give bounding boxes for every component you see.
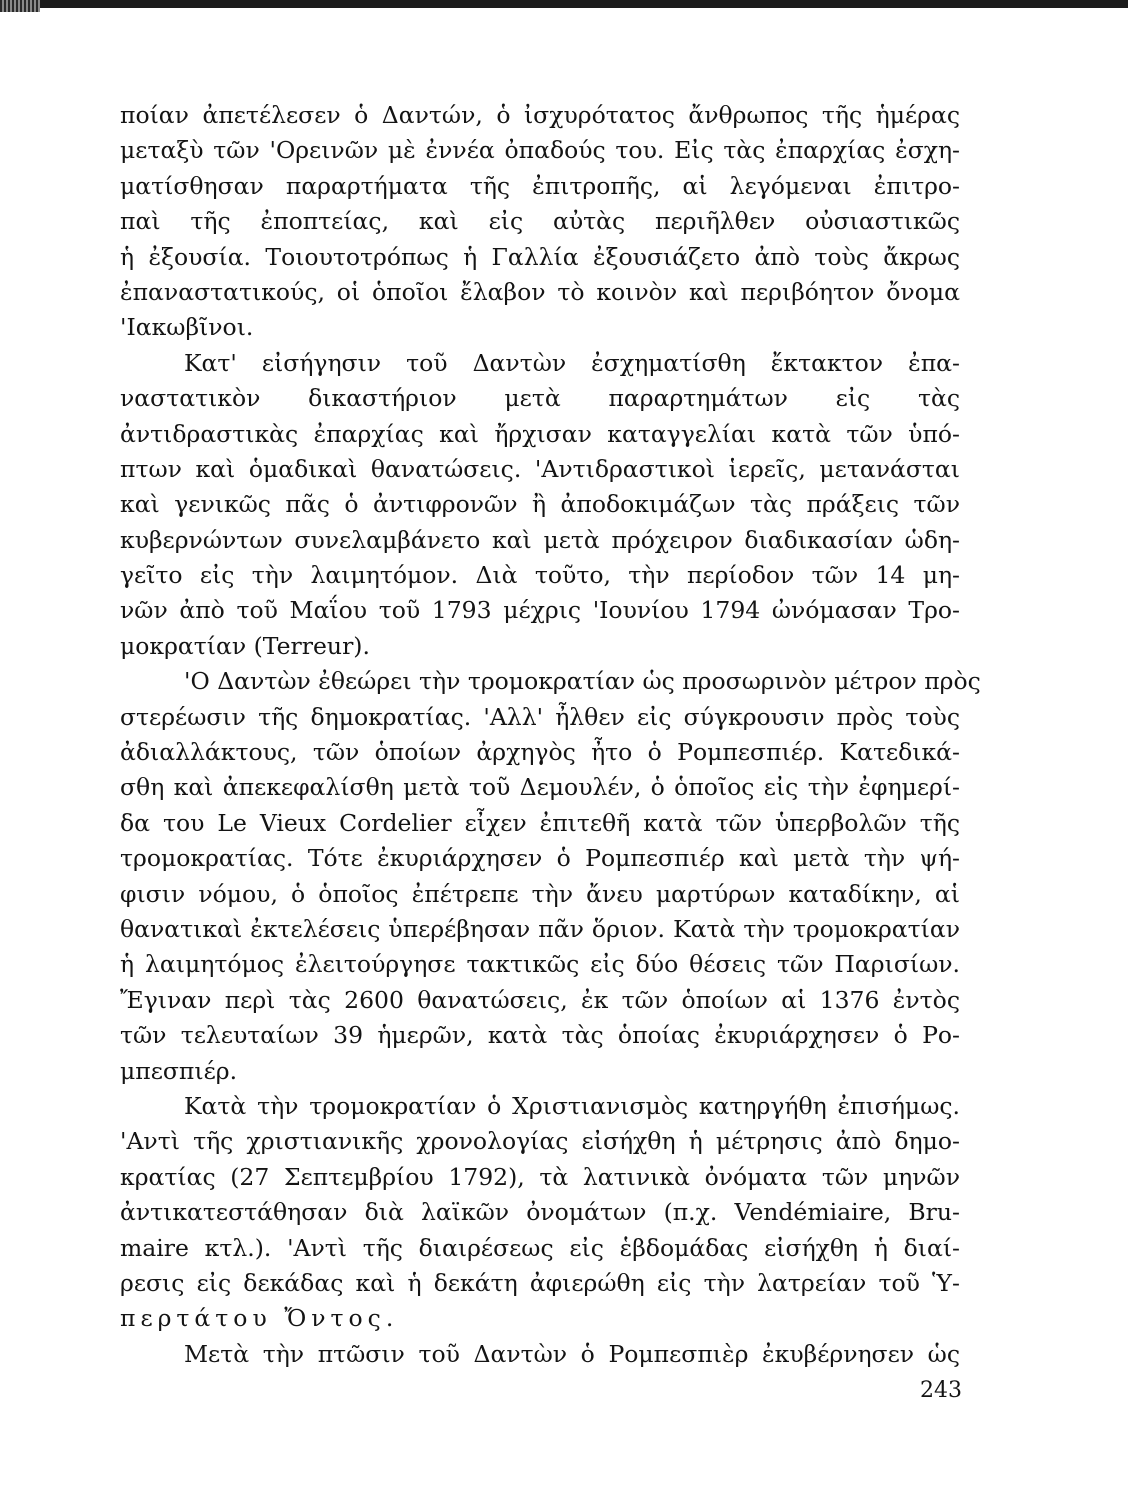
text-line: μεταξὺ τῶν 'Ορεινῶν μὲ ἐννέα ὀπαδούς του. Εἰς τὰς ἐπαρχίας ἐσχη-: [120, 136, 960, 165]
text-line: ἀντιδραστικὰς ἐπαρχίας καὶ ἤρχισαν καταγγελίαι κατὰ τῶν ὑπό-: [120, 419, 960, 448]
text-line: ἀντικατεστάθησαν διὰ λαϊκῶν ὀνομάτων (π.χ. Vendémiaire, Bru-: [120, 1198, 960, 1227]
paragraph-1: [120, 98, 960, 346]
text-line: γεῖτο εἰς τὴν λαιμητόμον. Διὰ τοῦτο, τὴν περίοδον τῶν 14 μη-: [120, 561, 960, 590]
text-line: 'Ιακωβῖνοι.: [120, 313, 254, 342]
text-line: περτάτου Ὄντος.: [120, 1304, 399, 1333]
text-line: ἐπαναστατικούς, οἱ ὁποῖοι ἔλαβον τὸ κοινὸν καὶ περιβόητον ὄνομα: [120, 277, 960, 306]
text-line: θανατικαὶ ἐκτελέσεις ὑπερέβησαν πᾶν ὅριον. Κατὰ τὴν τρομοκρατίαν: [120, 914, 960, 943]
text-line: πτων καὶ ὁμαδικαὶ θανατώσεις. 'Αντιδραστικοὶ ἱερεῖς, μετανάσται: [120, 454, 960, 483]
text-line: Κατὰ τὴν τρομοκρατίαν ὁ Χριστιανισμὸς κατηργήθη ἐπισήμως.: [184, 1091, 960, 1120]
text-line: ἡ λαιμητόμος ἐλειτούργησε τακτικῶς εἰς δύο θέσεις τῶν Παρισίων.: [120, 950, 960, 979]
text-line: φισιν νόμου, ὁ ὁποῖος ἐπέτρεπε τὴν ἄνευ μαρτύρων καταδίκην, αἱ: [120, 879, 960, 908]
text-line: παὶ τῆς ἐποπτείας, καὶ εἰς αὐτὰς περιῆλθεν οὐσιαστικῶς: [120, 207, 960, 236]
text-line: στερέωσιν τῆς δημοκρατίας. 'Αλλ' ἦλθεν εἰς σύγκρουσιν πρὸς τοὺς: [120, 702, 960, 731]
text-line: ρεσις εἰς δεκάδας καὶ ἡ δεκάτη ἀφιερώθη εἰς τὴν λατρείαν τοῦ Ὑ-: [120, 1268, 960, 1297]
text-line: Μετὰ τὴν πτῶσιν τοῦ Δαντὼν ὁ Ρομπεσπιὲρ ἐκυβέρνησεν ὡς: [184, 1339, 960, 1368]
paragraph-5: [120, 1337, 960, 1372]
text-line: Ἔγιναν περὶ τὰς 2600 θανατώσεις, ἐκ τῶν ὁποίων αἱ 1376 ἐντὸς: [120, 985, 960, 1014]
text-line: ποίαν ἀπετέλεσεν ὁ Δαντών, ὁ ἰσχυρότατος ἄνθρωπος τῆς ἡμέρας: [120, 101, 960, 129]
paragraph-3: [120, 664, 981, 1089]
scan-corner-artifact: [0, 0, 40, 12]
text-line: μοκρατίαν (Terreur).: [120, 631, 370, 660]
text-line: maire κτλ.). 'Αντὶ τῆς διαιρέσεως εἰς ἑβδομάδας εἰσήχθη ἡ διαί-: [120, 1233, 960, 1262]
text-line: ἀδιαλλάκτους, τῶν ὁποίων ἀρχηγὸς ἦτο ὁ Ρομπεσπιέρ. Κατεδικά-: [120, 738, 960, 767]
paragraph-4: [120, 1089, 960, 1337]
text-line: 'Ο Δαντὼν ἐθεώρει τὴν τρομοκρατίαν ὡς προσωρινὸν μέτρον πρὸς: [184, 667, 981, 696]
text-line: ἡ ἐξουσία. Τοιουτοτρόπως ἡ Γαλλία ἐξουσιάζετο ἀπὸ τοὺς ἄκρως: [120, 242, 960, 271]
text-line: 'Αντὶ τῆς χριστιανικῆς χρονολογίας εἰσήχθη ἡ μέτρησις ἀπὸ δημο-: [120, 1127, 960, 1156]
text-line: ματίσθησαν παραρτήματα τῆς ἐπιτροπῆς, αἱ λεγόμεναι ἐπιτρο-: [120, 171, 960, 200]
page-body: [120, 98, 981, 1372]
text-line: κρατίας (27 Σεπτεμβρίου 1792), τὰ λατινικὰ ὀνόματα τῶν μηνῶν: [120, 1162, 960, 1191]
text-line: Κατ' εἰσήγησιν τοῦ Δαντὼν ἐσχηματίσθη ἔκτακτον ἐπα-: [184, 348, 960, 377]
scan-top-edge: [0, 0, 1128, 8]
text-line: σθη καὶ ἀπεκεφαλίσθη μετὰ τοῦ Δεμουλέν, ὁ ὁποῖος εἰς τὴν ἐφημερί-: [120, 773, 960, 802]
text-line: νῶν ἀπὸ τοῦ Μαΐου τοῦ 1793 μέχρις 'Ιουνίου 1794 ὠνόμασαν Τρο-: [120, 596, 960, 625]
text-line: τῶν τελευταίων 39 ἡμερῶν, κατὰ τὰς ὁποίας ἐκυριάρχησεν ὁ Ρο-: [120, 1021, 960, 1050]
paragraph-2: [120, 346, 960, 665]
text-line: τρομοκρατίας. Τότε ἐκυριάρχησεν ὁ Ρομπεσπιέρ καὶ μετὰ τὴν ψή-: [120, 844, 960, 873]
text-line: κυβερνώντων συνελαμβάνετο καὶ μετὰ πρόχειρον διαδικασίαν ὡδη-: [120, 525, 960, 554]
text-line: ναστατικὸν δικαστήριον μετὰ παραρτημάτων εἰς τὰς: [120, 384, 960, 413]
text-line: καὶ γενικῶς πᾶς ὁ ἀντιφρονῶν ἢ ἀποδοκιμάζων τὰς πράξεις τῶν: [120, 490, 960, 519]
page-number: 243: [920, 1378, 962, 1403]
text-line: μπεσπιέρ.: [120, 1056, 238, 1085]
text-line: δα του Le Vieux Cordelier εἶχεν ἐπιτεθῆ κατὰ τῶν ὑπερβολῶν τῆς: [120, 808, 960, 837]
